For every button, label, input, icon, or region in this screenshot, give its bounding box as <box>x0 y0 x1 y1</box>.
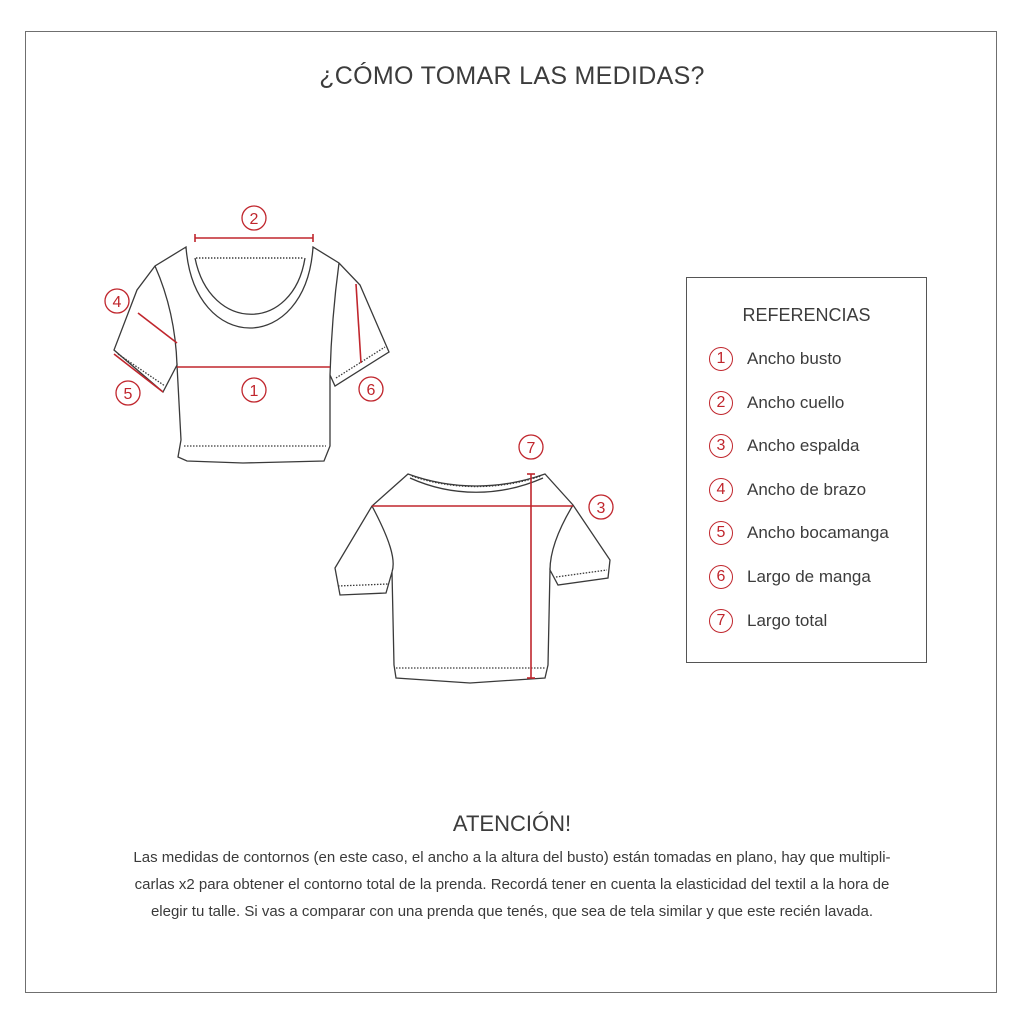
reference-item <box>709 519 889 547</box>
reference-number: 5 <box>709 521 733 545</box>
reference-label: Ancho de brazo <box>747 480 867 499</box>
references-title: REFERENCIAS <box>742 305 871 325</box>
reference-number: 1 <box>709 347 733 371</box>
reference-item <box>709 563 871 591</box>
reference-label: Largo total <box>747 611 828 630</box>
marker-cuff-width: 5 <box>123 386 133 403</box>
reference-label: Ancho espalda <box>747 436 860 455</box>
reference-number: 2 <box>709 391 733 415</box>
reference-item <box>709 389 844 417</box>
reference-number: 4 <box>709 478 733 502</box>
reference-label: Ancho cuello <box>747 393 845 412</box>
references-box <box>686 277 927 663</box>
reference-item <box>709 345 842 373</box>
reference-label: Ancho busto <box>747 349 842 368</box>
marker-bust-width: 1 <box>249 383 259 400</box>
marker-back-width: 3 <box>596 500 606 517</box>
attention-line: elegir tu talle. Si vas a comparar con una prenda que tenés, que sea de tela similar y que este recién lavada. <box>150 903 874 920</box>
reference-item <box>709 476 866 504</box>
reference-label: Largo de manga <box>747 567 871 586</box>
front-garment <box>114 247 389 463</box>
attention-line: Las medidas de contornos (en este caso, el ancho a la altura del busto) están tomadas en plano, hay que multipli- <box>133 849 891 866</box>
marker-total-length: 7 <box>526 440 536 457</box>
attention-title: ATENCIÓN! <box>452 811 572 836</box>
page-title: ¿CÓMO TOMAR LAS MEDIDAS? <box>319 62 705 90</box>
reference-number: 3 <box>709 434 733 458</box>
marker-sleeve-length: 6 <box>366 382 376 399</box>
marker-neck-width: 2 <box>249 211 259 228</box>
reference-item <box>709 607 827 635</box>
reference-number: 6 <box>709 565 733 589</box>
marker-arm-width: 4 <box>112 294 122 311</box>
reference-label: Ancho bocamanga <box>747 523 889 542</box>
attention-line: carlas x2 para obtener el contorno total de la prenda. Recordá tener en cuenta la elasticidad del textil a la hora de <box>134 876 890 893</box>
reference-number: 7 <box>709 609 733 633</box>
attention-text <box>80 844 944 925</box>
reference-item <box>709 432 859 460</box>
